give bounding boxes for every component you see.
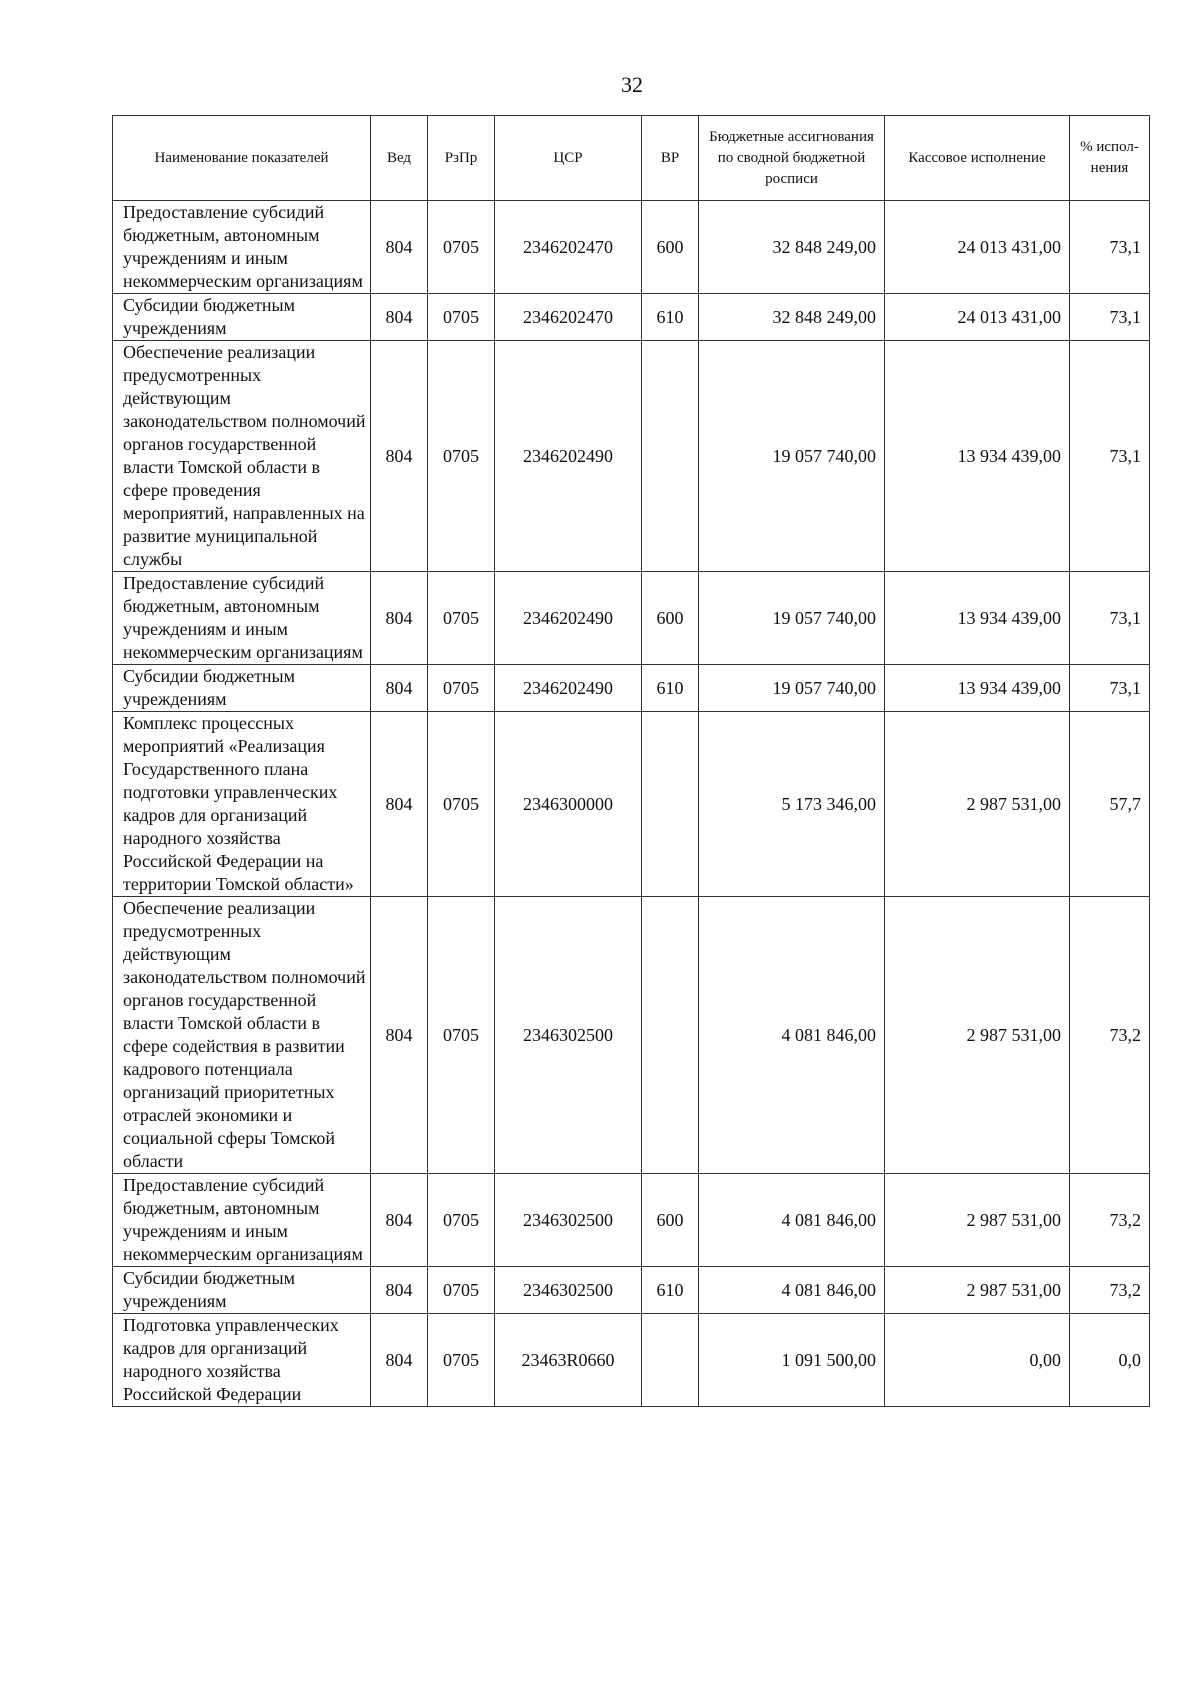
row-cash: 2 987 531,00 — [885, 1174, 1070, 1267]
row-plan: 4 081 846,00 — [699, 897, 885, 1174]
row-vr — [642, 712, 699, 897]
row-cash: 24 013 431,00 — [885, 294, 1070, 341]
row-vr — [642, 897, 699, 1174]
row-plan: 19 057 740,00 — [699, 341, 885, 572]
row-name: Предоставление субсидий бюджетным, автономным учреждениям и иным некоммерческим организациям — [113, 1174, 371, 1267]
row-pct: 73,2 — [1070, 897, 1150, 1174]
header-name: Наименование показателей — [113, 116, 371, 201]
row-pct: 73,1 — [1070, 294, 1150, 341]
header-pct: % испол- нения — [1070, 116, 1150, 201]
row-name: Предоставление субсидий бюджетным, автономным учреждениям и иным некоммерческим организациям — [113, 201, 371, 294]
row-name: Обеспечение реализации предусмотренных действующим законодательством полномочий органов государственной власти Томской области в сфере содействия в развитии кадрового потенциала организаций приоритетных отраслей экономики и социальной сферы Томской области — [113, 897, 371, 1174]
row-csr: 2346202470 — [495, 201, 642, 294]
row-vr: 600 — [642, 572, 699, 665]
row-rzpr: 0705 — [428, 1314, 495, 1407]
table-row — [113, 294, 1150, 341]
row-csr: 2346202490 — [495, 341, 642, 572]
row-vr: 600 — [642, 1174, 699, 1267]
header-plan: Бюджетные ассигнования по сводной бюджетной росписи — [699, 116, 885, 201]
row-csr: 2346202490 — [495, 665, 642, 712]
row-plan: 32 848 249,00 — [699, 201, 885, 294]
row-vr — [642, 1314, 699, 1407]
row-csr: 23463R0660 — [495, 1314, 642, 1407]
row-ved: 804 — [371, 1174, 428, 1267]
table-row — [113, 201, 1150, 294]
row-csr: 2346302500 — [495, 1174, 642, 1267]
row-ved: 804 — [371, 712, 428, 897]
row-rzpr: 0705 — [428, 665, 495, 712]
row-rzpr: 0705 — [428, 294, 495, 341]
row-pct: 73,2 — [1070, 1267, 1150, 1314]
row-pct: 73,1 — [1070, 201, 1150, 294]
budget-execution-table — [112, 115, 1150, 1407]
row-ved: 804 — [371, 665, 428, 712]
row-csr: 2346302500 — [495, 897, 642, 1174]
table-row — [113, 572, 1150, 665]
row-ved: 804 — [371, 294, 428, 341]
table-row — [113, 341, 1150, 572]
row-ved: 804 — [371, 897, 428, 1174]
header-rzpr: РзПр — [428, 116, 495, 201]
table-row — [113, 712, 1150, 897]
row-name: Предоставление субсидий бюджетным, автономным учреждениям и иным некоммерческим организациям — [113, 572, 371, 665]
row-plan: 19 057 740,00 — [699, 572, 885, 665]
row-cash: 13 934 439,00 — [885, 572, 1070, 665]
row-csr: 2346202470 — [495, 294, 642, 341]
row-csr: 2346302500 — [495, 1267, 642, 1314]
table-row — [113, 665, 1150, 712]
row-rzpr: 0705 — [428, 712, 495, 897]
row-pct: 0,0 — [1070, 1314, 1150, 1407]
row-cash: 0,00 — [885, 1314, 1070, 1407]
row-pct: 73,1 — [1070, 341, 1150, 572]
row-pct: 73,1 — [1070, 572, 1150, 665]
row-pct: 73,1 — [1070, 665, 1150, 712]
row-name: Комплекс процессных мероприятий «Реализация Государственного плана подготовки управленческих кадров для организаций народного хозяйства Российской Федерации на территории Томской области» — [113, 712, 371, 897]
row-ved: 804 — [371, 341, 428, 572]
page-number: 32 — [621, 72, 643, 97]
row-plan: 1 091 500,00 — [699, 1314, 885, 1407]
row-pct: 57,7 — [1070, 712, 1150, 897]
row-pct: 73,2 — [1070, 1174, 1150, 1267]
row-plan: 5 173 346,00 — [699, 712, 885, 897]
row-vr: 610 — [642, 294, 699, 341]
table-row — [113, 897, 1150, 1174]
row-rzpr: 0705 — [428, 341, 495, 572]
row-cash: 13 934 439,00 — [885, 665, 1070, 712]
row-vr: 600 — [642, 201, 699, 294]
row-plan: 32 848 249,00 — [699, 294, 885, 341]
row-plan: 4 081 846,00 — [699, 1267, 885, 1314]
row-name: Субсидии бюджетным учреждениям — [113, 665, 371, 712]
row-name: Обеспечение реализации предусмотренных действующим законодательством полномочий органов государственной власти Томской области в сфере проведения мероприятий, направленных на развитие муниципальной службы — [113, 341, 371, 572]
row-rzpr: 0705 — [428, 1267, 495, 1314]
row-rzpr: 0705 — [428, 1174, 495, 1267]
row-ved: 804 — [371, 1314, 428, 1407]
row-cash: 13 934 439,00 — [885, 341, 1070, 572]
row-cash: 2 987 531,00 — [885, 712, 1070, 897]
row-cash: 24 013 431,00 — [885, 201, 1070, 294]
header-csr: ЦСР — [495, 116, 642, 201]
row-vr: 610 — [642, 665, 699, 712]
row-name: Субсидии бюджетным учреждениям — [113, 294, 371, 341]
row-ved: 804 — [371, 1267, 428, 1314]
row-cash: 2 987 531,00 — [885, 897, 1070, 1174]
header-vr: ВР — [642, 116, 699, 201]
table-header-row — [113, 116, 1150, 201]
row-name: Подготовка управленческих кадров для организаций народного хозяйства Российской Федерации — [113, 1314, 371, 1407]
row-csr: 2346202490 — [495, 572, 642, 665]
table-row — [113, 1267, 1150, 1314]
row-vr — [642, 341, 699, 572]
row-rzpr: 0705 — [428, 897, 495, 1174]
row-ved: 804 — [371, 201, 428, 294]
row-name: Субсидии бюджетным учреждениям — [113, 1267, 371, 1314]
row-cash: 2 987 531,00 — [885, 1267, 1070, 1314]
header-cash: Кассовое исполнение — [885, 116, 1070, 201]
row-csr: 2346300000 — [495, 712, 642, 897]
row-rzpr: 0705 — [428, 572, 495, 665]
header-ved: Вед — [371, 116, 428, 201]
row-plan: 4 081 846,00 — [699, 1174, 885, 1267]
row-rzpr: 0705 — [428, 201, 495, 294]
table-row — [113, 1314, 1150, 1407]
table-row — [113, 1174, 1150, 1267]
row-vr: 610 — [642, 1267, 699, 1314]
row-ved: 804 — [371, 572, 428, 665]
row-plan: 19 057 740,00 — [699, 665, 885, 712]
